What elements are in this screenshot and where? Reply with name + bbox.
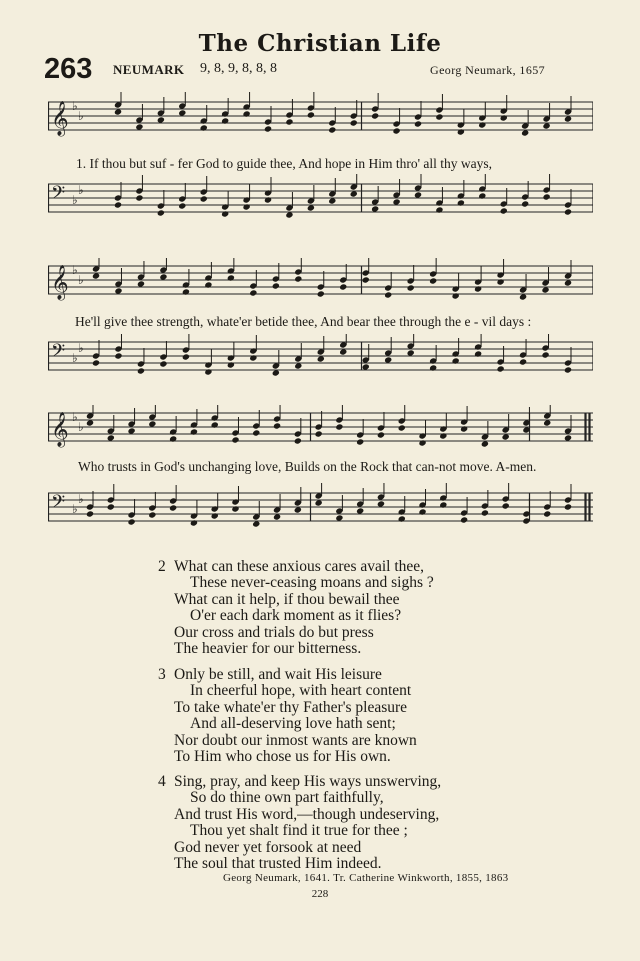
svg-text:♭: ♭	[72, 263, 78, 277]
svg-text:♭: ♭	[72, 99, 78, 113]
stanza-line: Our cross and trials do but press	[174, 623, 374, 641]
stanza-line: To take whate'er thy Father's pleasure	[174, 698, 408, 716]
bass-staff-3	[48, 483, 593, 543]
lyric-line-2: He'll give thee strength, whate'er betide thee, And bear thee through the e - vil days :	[75, 314, 532, 329]
music-system-1	[48, 92, 593, 227]
svg-text:♭: ♭	[78, 420, 84, 434]
stanza-number: 2	[158, 558, 166, 575]
section-title: The Christian Life	[198, 30, 442, 57]
svg-text:♭: ♭	[78, 492, 84, 506]
stanza-3	[158, 666, 417, 766]
svg-text:𝄢: 𝄢	[51, 341, 66, 366]
svg-text:♭: ♭	[78, 109, 84, 123]
svg-text:♭: ♭	[72, 410, 78, 424]
treble-staff-1	[48, 92, 593, 152]
stanza-line: Sing, pray, and keep His ways unswerving,	[174, 773, 442, 790]
svg-text:♭: ♭	[78, 273, 84, 287]
treble-staff-3	[48, 405, 593, 460]
stanza-line: The heavier for our bitterness.	[174, 640, 362, 658]
stanza-line: Only be still, and wait His leisure	[174, 666, 382, 683]
stanza-number: 4	[158, 773, 166, 790]
svg-text:𝄞: 𝄞	[51, 412, 69, 447]
svg-text:𝄞: 𝄞	[51, 265, 69, 300]
text-credit: Georg Neumark, 1641. Tr. Catherine Winkworth, 1855, 1863	[223, 872, 509, 884]
svg-text:♭: ♭	[78, 341, 84, 355]
stanza-line: And all-deserving love hath sent;	[190, 715, 396, 733]
stanza-4	[158, 773, 442, 873]
svg-text:♭: ♭	[78, 183, 84, 197]
music-system-3	[48, 405, 593, 545]
lyric-line-1: 1. If thou but suf - fer God to guide thee, And hope in Him thro' all thy ways,	[76, 156, 492, 171]
svg-text:𝄞: 𝄞	[51, 101, 69, 136]
svg-text:𝄢: 𝄢	[51, 183, 66, 208]
treble-staff-2	[48, 258, 593, 313]
stanza-line: Thou yet shalt find it true for thee ;	[190, 822, 408, 840]
stanza-line: The soul that trusted Him indeed.	[174, 855, 382, 873]
stanza-line: These never-ceasing moans and sighs ?	[190, 574, 434, 592]
page-number: 228	[311, 888, 329, 900]
svg-text:♭: ♭	[72, 351, 78, 365]
stanza-line: God never yet forsook at need	[174, 838, 362, 856]
stanza-number: 3	[158, 666, 166, 683]
stanza-line: What can these anxious cares avail thee,	[174, 558, 425, 575]
bass-staff-2	[48, 334, 593, 384]
stanza-line: To Him who chose us for His own.	[174, 748, 391, 766]
music-system-2	[48, 258, 593, 383]
svg-text:♭: ♭	[72, 502, 78, 516]
stanza-line: So do thine own part faithfully,	[190, 789, 384, 807]
stanza-line: O'er each dark moment as it flies?	[190, 607, 402, 625]
lyric-line-3: Who trusts in God's unchanging love, Builds on the Rock that can-not move. A-men.	[78, 459, 537, 474]
composer-credit: Georg Neumark, 1657	[430, 63, 546, 77]
stanza-2	[158, 558, 434, 658]
meter: 9, 8, 9, 8, 8, 8	[200, 61, 277, 76]
bass-staff-1	[48, 174, 593, 229]
stanza-line: In cheerful hope, with heart content	[190, 682, 412, 700]
svg-text:𝄢: 𝄢	[51, 492, 66, 517]
svg-text:♭: ♭	[72, 193, 78, 207]
stanza-line: What can it help, if thou bewail thee	[174, 590, 400, 608]
stanza-line: And trust His word,—though undeserving,	[174, 805, 440, 823]
hymn-number: 263	[44, 53, 93, 85]
tune-name: NEUMARK	[113, 62, 185, 77]
stanza-line: Nor doubt our inmost wants are known	[174, 731, 417, 749]
